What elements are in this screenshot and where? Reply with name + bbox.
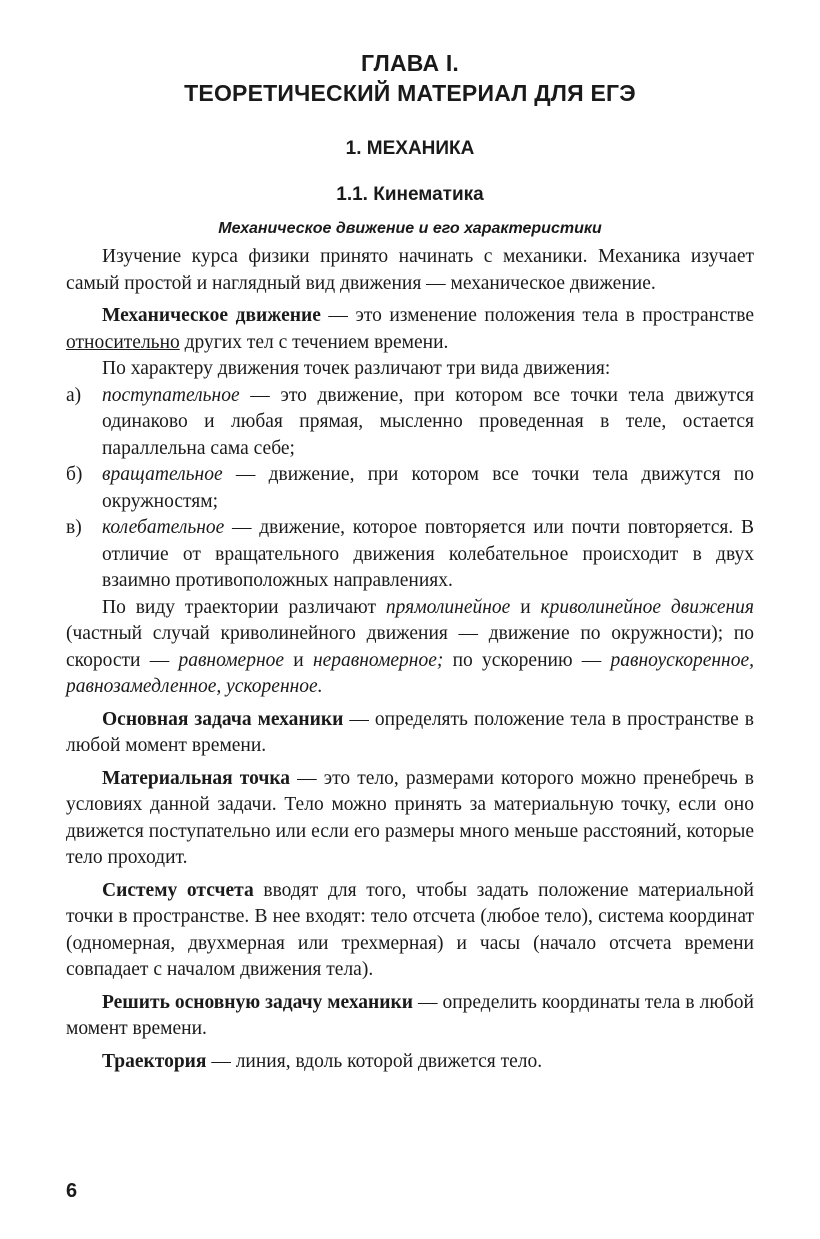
term: Основная задача механики (102, 708, 344, 730)
text: По виду траектории различают (102, 596, 386, 618)
text: — определить координаты тела в любой момент времени. (66, 991, 754, 1039)
text: — линия, вдоль которой движется тело. (206, 1050, 543, 1072)
text: по ускорению — (443, 649, 611, 671)
paragraph-solve-task (66, 990, 754, 1043)
text: вводят для того, чтобы задать положение материальной точки в пространстве. В нее входят: тело отсчета (любое тело), система координат (одномерная, двухмерная или трехмерная) и часы (начало отсчета времени совпадает с началом движения тела). (66, 879, 754, 980)
list-marker: б) (66, 464, 83, 485)
text: — определять положение тела в пространстве в любой момент времени. (66, 708, 754, 756)
underlined-word: относительно (66, 331, 180, 353)
chapter-title-line2: ТЕОРЕТИЧЕСКИЙ МАТЕРИАЛ ДЛЯ ЕГЭ (184, 80, 636, 106)
chapter-title (66, 48, 754, 108)
paragraph-reference-frame (66, 878, 754, 984)
text: — это движение, при котором все точки тела движутся одинаково и любая прямая, мысленно проведенная в теле, остается параллельна сама себе; (102, 384, 754, 459)
list-marker: в) (66, 517, 82, 538)
paragraph-types-intro: По характеру движения точек различают три вида движения: (102, 358, 611, 379)
text: — это тело, размерами которого можно пренебречь в условиях данной задачи. Тело можно принять за материальную точку, если оно движется поступательно или если его размеры много меньше расстояний, которые тело проходит. (66, 767, 754, 868)
term: криволинейное движения (540, 596, 754, 618)
text: — движение, которое повторяется или почти повторяется. В отличие от вращательного движения колебательное происходит в двух взаимно противоположных направлениях. (102, 517, 754, 591)
paragraph-trajectory-types (66, 595, 754, 701)
term: прямолинейное (385, 596, 511, 618)
text: других тел с течением времени. (179, 331, 449, 353)
term-mechanical-motion: Механическое движение (102, 305, 321, 326)
text: — это изменение положения тела в пространстве (320, 305, 754, 326)
subsection-title: 1.1. Кинематика (336, 184, 484, 205)
term: Траектория (102, 1050, 207, 1072)
topic-title: Механическое движение и его характеристики (218, 220, 602, 237)
section-title: 1. МЕХАНИКА (345, 138, 475, 159)
paragraph-main-task (66, 707, 754, 760)
term: Решить основную задачу механики (102, 991, 414, 1013)
term-oscillatory: колебательное (102, 517, 225, 538)
paragraph-intro: Изучение курса физики принято начинать с механики. Механика изучает самый простой и наглядный вид движения — механическое движение. (66, 246, 754, 294)
term: Систему отсчета (102, 879, 254, 901)
list-item (66, 383, 754, 463)
paragraph-trajectory (66, 1049, 754, 1076)
text: и (510, 596, 541, 618)
term-rotational: вращательное (102, 464, 223, 485)
motion-types-list (66, 383, 754, 595)
list-marker: а) (66, 384, 82, 406)
term-translational: поступательное (102, 384, 240, 406)
page (66, 48, 754, 1075)
chapter-title-line1: ГЛАВА I. (360, 50, 460, 76)
list-item (66, 462, 754, 515)
text: — движение, при котором все точки тела движутся по окружностям; (102, 464, 754, 512)
paragraph-definition-motion (66, 303, 754, 356)
term: равноускоренное, равнозамедленное, ускоренное. (66, 649, 754, 697)
page-number: 6 (66, 1180, 78, 1202)
paragraph-material-point (66, 766, 754, 872)
term: неравномерное; (312, 649, 444, 671)
list-item (66, 515, 754, 595)
body-text (66, 244, 754, 1075)
text: и (284, 649, 313, 671)
term: равномерное (178, 649, 285, 671)
term: Материальная точка (102, 767, 291, 789)
text: (частный случай криволинейного движения — движение по окружности); по скорости — (66, 623, 754, 671)
